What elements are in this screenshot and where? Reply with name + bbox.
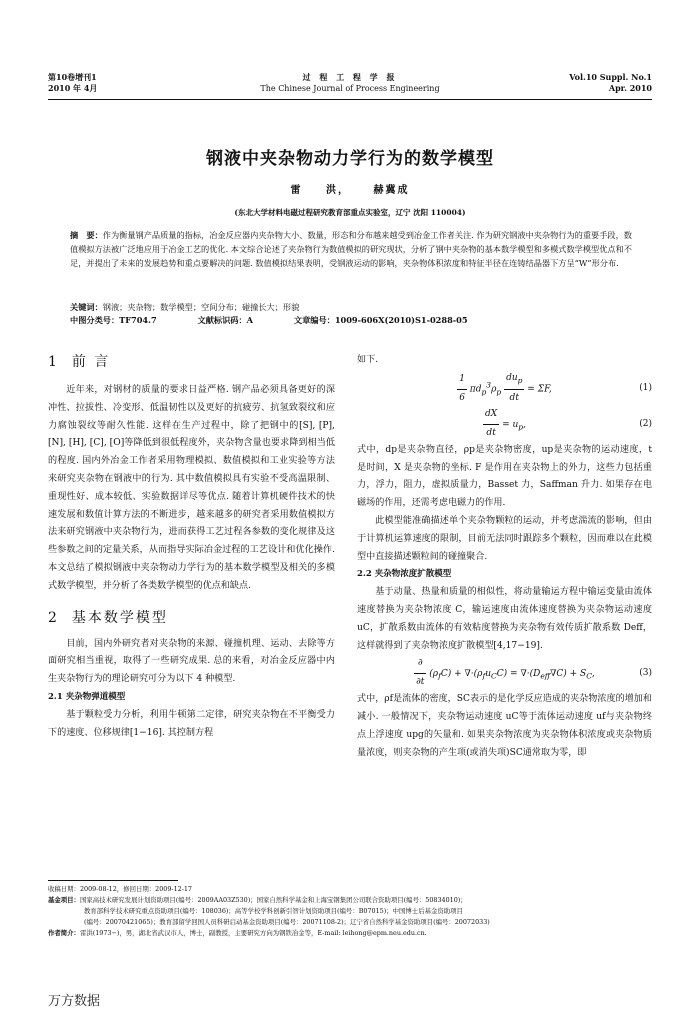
funding-line-1: 国家高技术研究发展计划资助项目(编号：2009AA03Z530)；国家自然科学基金和上海宝钢集团公司联合资助项目(编号：50834010)； bbox=[79, 896, 467, 904]
equation-2-formula: $\frac{dX}{dt}$ = $u_p$, bbox=[357, 406, 652, 443]
funding-line-2: 教育部科学技术研究重点资助项目(编号：108036)；高等学校学科创新引智计划资助项目(编号：B07015)；中国博士后基金资助项目 bbox=[84, 907, 463, 915]
journal-name-cn: 过 程 工 程 学 报 bbox=[302, 72, 398, 82]
trajectory-limits-paragraph: 此模型能准确描述单个夹杂物颗粒的运动，并考虑湍流的影响，但由于计算机运算速度的限制，目前无法同时跟踪多个颗粒，因而难以在此模型中直接描述颗粒间的碰撞聚合. bbox=[357, 515, 652, 562]
funding bbox=[48, 895, 652, 928]
author-bio-label: 作者简介： bbox=[48, 929, 80, 937]
author-bio-text: 雷洪(1973−)，男，湖北省武汉市人，博士，副教授，主要研究方向为钢铁冶金等，E-mail: leihong@epm.neu.edu.cn. bbox=[79, 929, 427, 937]
section-2-2-heading: 2.2 夹杂物浓度扩散模型 bbox=[357, 569, 452, 580]
received-dates: 收稿日期：2009-08-12，修回日期：2009-12-17 bbox=[48, 885, 192, 893]
equation-3-formula: $\frac{\partial}{\partial t}$ $(\rho_fC) + \nabla\cdot(\rho_fu_CC) = \nabla\cdot(D_{eff}\nabla C) + S_C$, bbox=[357, 655, 652, 692]
date-cn: 2010 年 4月 bbox=[48, 83, 98, 93]
equation-1-number: (1) bbox=[639, 382, 652, 393]
footnote-rule bbox=[48, 880, 178, 881]
authors: 雷 洪， 赫冀成 bbox=[290, 185, 410, 196]
equation-1-formula: $\frac{1}{6}$ $\pi d_p^3\rho_p$ $\frac{du_p}{dt}$ = ΣF, bbox=[357, 370, 652, 408]
equation-2-number: (2) bbox=[639, 418, 652, 429]
section-1-heading bbox=[48, 352, 335, 372]
document-code: 文献标识码：A bbox=[197, 315, 254, 325]
equation-1 bbox=[357, 370, 652, 406]
header-rule bbox=[48, 99, 652, 100]
abstract-label: 摘 要： bbox=[70, 230, 103, 240]
intro-continuation: 如下. bbox=[357, 355, 379, 365]
right-column bbox=[357, 352, 652, 763]
affiliation: (东北大学材料电磁过程研究教育部重点实验室，辽宁 沈阳 110004) bbox=[234, 208, 466, 217]
article-number: 文章编号：1009-606X(2010)S1-0288-05 bbox=[293, 315, 468, 325]
variables-paragraph: 式中，dp是夹杂物直径，ρp是夹杂物密度，up是夹杂物的运动速度，t 是时间，X 是夹杂物的坐标. F 是作用在夹杂物上的外力，这些力包括重力，浮力，阻力，虚拟质量力，Basset 力，Saffman 升力. 如果存在电磁场的作用，还需考虑电磁力的作用. bbox=[357, 444, 652, 509]
journal-name-en: The Chinese Journal of Process Engineering bbox=[260, 84, 440, 93]
funding-label: 基金项目： bbox=[48, 896, 80, 904]
keywords-text: 钢液；夹杂物；数学模型；空间分布；碰撞长大；形貌 bbox=[102, 302, 300, 312]
source-term-paragraph: 式中，ρf是流体的密度，SC表示的是化学反应造成的夹杂物浓度的增加和减小. 一般情况下，夹杂物运动速度 uC等于流体运动速度 uf与夹杂物终点上浮速度 upg的矢量和. 如果夹杂物浓度为夹杂物体积浓度或夹杂物质量浓度，则夹杂物的产生项(或消失项)SC通常取为零，即 bbox=[357, 694, 652, 758]
classification-line bbox=[70, 315, 632, 326]
section-2-1-heading: 2.1 夹杂物弹道模型 bbox=[48, 691, 126, 702]
footnote bbox=[48, 884, 652, 939]
equation-3 bbox=[357, 655, 652, 691]
funding-line-3: (编号：20070421065)；教育部留学回国人员科研启动基金资助项目(编号：20071108-2)；辽宁省自然科学基金资助项目(编号：20072033) bbox=[84, 918, 490, 926]
diffusion-paragraph: 基于动量、热量和质量的相似性，将动量输运方程中输运变量由流体速度替换为夹杂物浓度 C，输运速度由流体速度替换为夹杂物运动速度 uC，扩散系数由流体的有效粘度替换为夹杂物有效传质扩散系数 Deff，这样就得到了夹杂物浓度扩散模型[4,17−19]. bbox=[357, 587, 652, 651]
keywords-label: 关键词： bbox=[70, 302, 103, 312]
trajectory-paragraph: 基于颗粒受力分析，利用牛顿第二定律，研究夹杂物在不平衡受力下的速度、位移规律[1−16]. 其控制方程 bbox=[48, 709, 335, 738]
models-paragraph: 目前，国内外研究者对夹杂物的来源、碰撞机理、运动、去除等方面研究相当重视，取得了一些研究成果. 总的来看，对冶金反应器中内生夹杂物行为的理论研究可分为以下 4 种模型. bbox=[48, 638, 335, 685]
clc-number: 中图分类号：TF704.7 bbox=[70, 315, 157, 325]
volume-cn: 第10卷增刊1 bbox=[48, 72, 97, 82]
running-header bbox=[48, 72, 652, 100]
left-column bbox=[48, 352, 335, 742]
section-1-title: 前 言 bbox=[71, 354, 111, 370]
watermark: 万方数据 bbox=[48, 994, 101, 1009]
section-1-number: 1 bbox=[48, 354, 59, 370]
equation-2 bbox=[357, 406, 652, 442]
abstract bbox=[70, 228, 632, 270]
section-2-number: 2 bbox=[48, 609, 59, 626]
paper-title: 钢液中夹杂物动力学行为的数学模型 bbox=[206, 149, 494, 169]
volume-en: Vol.10 Suppl. No.1 bbox=[569, 72, 652, 82]
equation-3-number: (3) bbox=[639, 668, 652, 679]
date-en: Apr. 2010 bbox=[608, 83, 652, 93]
keywords bbox=[70, 300, 632, 314]
abstract-text: 作为衡量钢产品质量的指标，冶金反应器内夹杂物大小、数量，形态和分布越来越受到冶金工作者关注. 作为研究钢液中夹杂物行为的重要手段，数值模拟方法被广泛地应用于冶金工艺的优化. 本文综合论述了夹杂物行为数值模拟的研究现状，分析了钢中夹杂物的基本数学模型和多模式数学模型优点和不足，并提出了未来的发展趋势和重点要解决的问题. 数值模拟结果表明，受钢液运动的影响，夹杂物体积浓度和特征半径在连铸结晶器下方呈“W”形分布. bbox=[70, 230, 632, 268]
header-center bbox=[48, 72, 652, 94]
header-right bbox=[569, 72, 652, 94]
intro-paragraph: 近年来，对钢材的质量的要求日益严格. 钢产品必须具备更好的深冲性、拉拔性、冷变形、低温韧性以及更好的抗疲劳、抗氢致裂纹和应力腐蚀裂纹等耐久性能. 这样在生产过程中，除了把钢中的[S], [P], [N], [H], [C], [O]等降低到很低程度外，夹杂物含量也要求降到相当低的程度. 国内外冶金工作者采用物理模拟、数值模拟和工业实验等方法来研究夹杂物在钢液中的行为. 其中数值模拟具有实验不受高温限制、重现性好、成本较低、实验数据详尽等优点. 随着计算机硬件技术的快速发展和数值计算方法的不断进步，越来越多的研究者采用数值模拟方法来研究钢液中夹杂物行为，进而获得工艺过程各参数的变化规律及这些参数之间的定量关系，从而指导实际冶金过程的工艺设计和优化操作. 本文总结了模拟钢液中夹杂物动力学行为的基本数学模型及相关的多模式数学模型，并分析了各类数学模型的优点和缺点. bbox=[48, 385, 335, 591]
section-2-title: 基本数学模型 bbox=[71, 609, 168, 626]
section-2-heading bbox=[48, 608, 335, 628]
author-bio bbox=[48, 928, 652, 939]
